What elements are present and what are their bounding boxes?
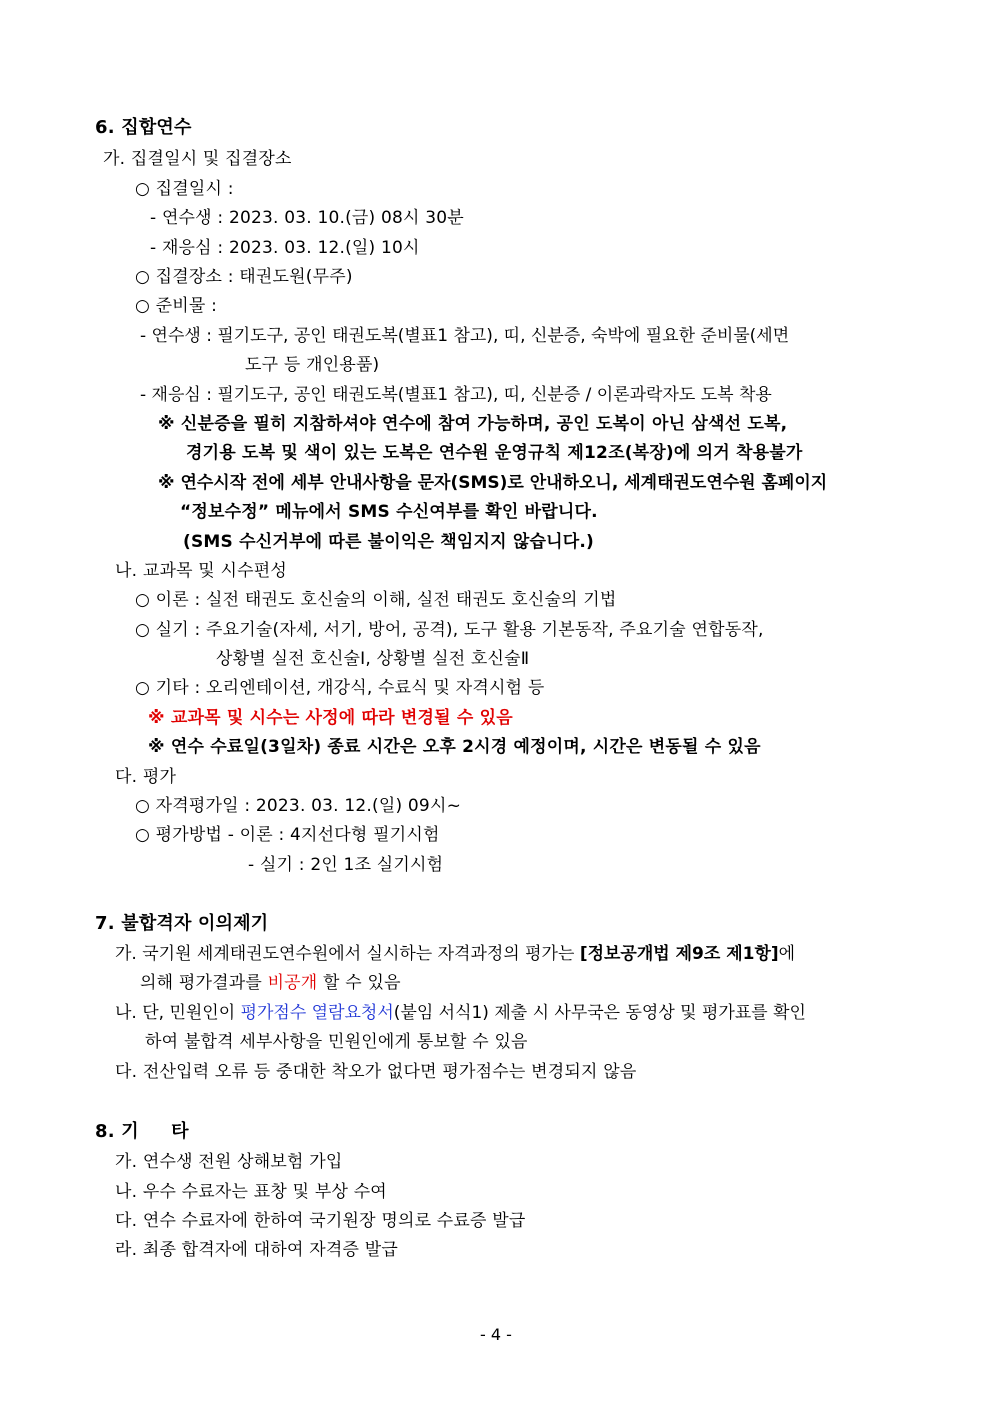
note-subject-change: ※ 교과목 및 시수는 사정에 따라 변경될 수 있음 <box>148 708 513 728</box>
item-6-a1: ○ 집결일시 : <box>135 179 234 199</box>
item-7-a-text: 가. 국기원 세계태권도연수원에서 실시하는 자격과정의 평가는 <box>115 944 580 964</box>
note-id-required-cont: 경기용 도복 및 색이 있는 도복은 연수원 운영규칙 제12조(복장)에 의거 착용불가 <box>186 443 803 463</box>
item-7-a-cont <box>140 971 401 995</box>
item-7-c: 다. 전산입력 오류 등 중대한 착오가 없다면 평가점수는 변경되지 않음 <box>115 1062 637 1082</box>
item-6-a: 가. 집결일시 및 집결장소 <box>103 149 292 169</box>
item-6-a3-retest: - 재응심 : 필기도구, 공인 태권도복(별표1 참고), 띠, 신분증 / 이론과락자도 도복 착용 <box>140 385 772 405</box>
item-6-a2: ○ 집결장소 : 태권도원(무주) <box>135 267 353 287</box>
item-6-b2-cont: 상황별 실전 호신술Ⅰ, 상황별 실전 호신술Ⅱ <box>216 649 530 669</box>
note-sms-disclaimer: (SMS 수신거부에 따른 불이익은 책임지지 않습니다.) <box>183 532 595 552</box>
section-7-title: 7. 불합격자 이의제기 <box>95 913 269 934</box>
item-6-c2-cont: - 실기 : 2인 1조 실기시험 <box>248 855 444 875</box>
note-end-time: ※ 연수 수료일(3일차) 종료 시간은 오후 2시경 예정이며, 시간은 변동될 수 있음 <box>148 737 761 757</box>
nondisclosure-label: 비공개 <box>267 973 318 993</box>
note-sms-cont: “정보수정” 메뉴에서 SMS 수신여부를 확인 바랍니다. <box>180 502 598 522</box>
item-6-b3: ○ 기타 : 오리엔테이션, 개강식, 수료식 및 자격시험 등 <box>135 678 545 698</box>
item-7-b-text: 나. 단, 민원인이 <box>115 1003 241 1023</box>
item-7-a-suffix: 에 <box>778 944 796 964</box>
item-6-b1: ○ 이론 : 실전 태권도 호신술의 이해, 실전 태권도 호신술의 기법 <box>135 590 617 610</box>
item-7-a-cont-suffix: 할 수 있음 <box>317 973 401 993</box>
item-6-a3-trainee-cont: 도구 등 개인용품) <box>245 355 380 375</box>
item-7-a <box>115 942 795 966</box>
law-reference: [정보공개법 제9조 제1항] <box>579 944 779 964</box>
item-8-c: 다. 연수 수료자에 한하여 국기원장 명의로 수료증 발급 <box>115 1211 526 1231</box>
page-number: - 4 - <box>480 1325 512 1344</box>
section-6-title: 6. 집합연수 <box>95 117 192 138</box>
item-6-a3-trainee: - 연수생 : 필기도구, 공인 태권도복(별표1 참고), 띠, 신분증, 숙박에 필요한 준비물(세면 <box>140 326 790 346</box>
item-7-b-suffix: (붙임 서식1) 제출 시 사무국은 동영상 및 평가표를 확인 <box>393 1003 806 1023</box>
item-7-b <box>115 1001 806 1025</box>
item-6-b2: ○ 실기 : 주요기술(자세, 서기, 방어, 공격), 도구 활용 기본동작, 주요기술 연합동작, <box>135 620 764 640</box>
item-6-b: 나. 교과목 및 시수편성 <box>115 561 288 581</box>
item-6-a3: ○ 준비물 : <box>135 296 218 316</box>
note-id-required: ※ 신분증을 필히 지참하셔야 연수에 참여 가능하며, 공인 도복이 아닌 삼색선 도복, <box>158 414 788 434</box>
item-8-b: 나. 우수 수료자는 표창 및 부상 수여 <box>115 1182 387 1202</box>
item-8-d: 라. 최종 합격자에 대하여 자격증 발급 <box>115 1240 398 1260</box>
item-6-c: 다. 평가 <box>115 767 177 787</box>
section-8-title: 8. 기 타 <box>95 1121 189 1142</box>
item-6-a1-trainee: - 연수생 : 2023. 03. 10.(금) 08시 30분 <box>150 208 464 228</box>
item-7-a-cont-text: 의해 평가결과를 <box>140 973 268 993</box>
item-6-a1-retest: - 재응심 : 2023. 03. 12.(일) 10시 <box>150 238 420 258</box>
item-8-a: 가. 연수생 전원 상해보험 가입 <box>115 1152 343 1172</box>
item-6-c2: ○ 평가방법 - 이론 : 4지선다형 필기시험 <box>135 825 440 845</box>
score-request-form-link[interactable]: 평가점수 열람요청서 <box>240 1003 394 1023</box>
note-sms: ※ 연수시작 전에 세부 안내사항을 문자(SMS)로 안내하오니, 세계태권도연수원 홈페이지 <box>158 473 828 493</box>
item-6-c1: ○ 자격평가일 : 2023. 03. 12.(일) 09시~ <box>135 796 462 816</box>
item-7-b-cont: 하여 불합격 세부사항을 민원인에게 통보할 수 있음 <box>145 1032 528 1052</box>
